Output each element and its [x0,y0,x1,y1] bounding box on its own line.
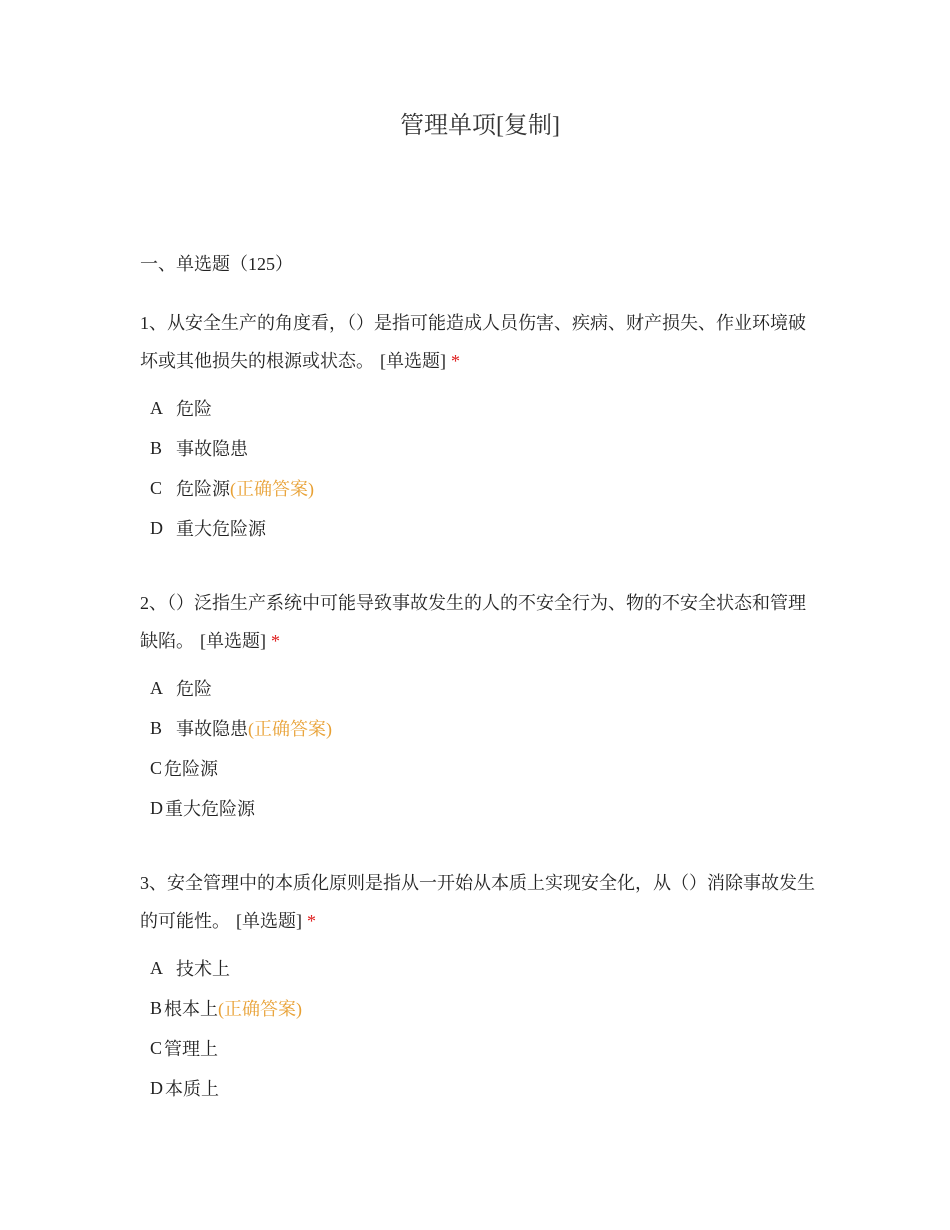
option-letter: B [150,437,163,458]
question-3 [140,864,820,1108]
option-letter: D [150,517,163,538]
option-a[interactable] [140,668,820,708]
option-a[interactable] [140,948,820,988]
option-text: 事故隐患 [176,719,248,739]
option-list [140,948,820,1108]
option-letter: C [150,477,163,498]
question-type: [单选题] [236,911,302,931]
option-c[interactable] [140,1028,820,1068]
option-letter: B [150,717,163,738]
option-c[interactable] [140,748,820,788]
option-letter: A [150,397,163,418]
question-stem: 3、安全管理中的本质化原则是指从一开始从本质上实现安全化，从（）消除事故发生的可能性。 [140,873,815,931]
option-c[interactable] [140,468,820,508]
required-marker: * [271,631,280,651]
option-b[interactable] [140,428,820,468]
option-text: 危险 [176,399,212,419]
option-text: 危险 [176,679,212,699]
option-d[interactable] [140,1068,820,1108]
correct-answer-tag: (正确答案) [248,719,332,739]
option-letter: A [150,957,163,978]
question-text [140,864,820,940]
option-text: 管理上 [164,1039,219,1059]
option-list [140,668,820,828]
question-stem: 1、从安全生产的角度看，（）是指可能造成人员伤害、疾病、财产损失、作业环境破坏或其他损失的根源或状态。 [140,313,806,371]
option-text: 重大危险源 [176,519,266,539]
question-type: [单选题] [200,631,266,651]
option-letter: C [150,1037,163,1058]
option-text: 危险源 [164,759,219,779]
section-title: 一、单选题（125） [140,254,293,274]
question-1 [140,304,820,548]
page-title: 管理单项[复制] [400,113,560,139]
option-letter: D [150,797,163,818]
option-b[interactable] [140,988,820,1028]
option-letter: A [150,677,163,698]
option-text: 事故隐患 [176,439,248,459]
question-type: [单选题] [380,351,446,371]
option-letter: B [150,997,163,1018]
option-d[interactable] [140,508,820,548]
required-marker: * [451,351,460,371]
option-text: 重大危险源 [165,799,255,819]
option-d[interactable] [140,788,820,828]
option-text: 根本上 [164,999,219,1019]
option-text: 技术上 [176,959,230,979]
option-letter: D [150,1077,163,1098]
option-list [140,388,820,548]
option-letter: C [150,757,163,778]
required-marker: * [307,911,316,931]
question-text [140,584,820,660]
option-text: 危险源 [176,479,230,499]
option-b[interactable] [140,708,820,748]
question-2 [140,584,820,828]
option-text: 本质上 [165,1079,219,1099]
correct-answer-tag: (正确答案) [218,999,303,1019]
question-stem: 2、（）泛指生产系统中可能导致事故发生的人的不安全行为、物的不安全状态和管理缺陷。 [140,593,806,651]
correct-answer-tag: (正确答案) [230,479,314,499]
question-text [140,304,820,380]
option-a[interactable] [140,388,820,428]
